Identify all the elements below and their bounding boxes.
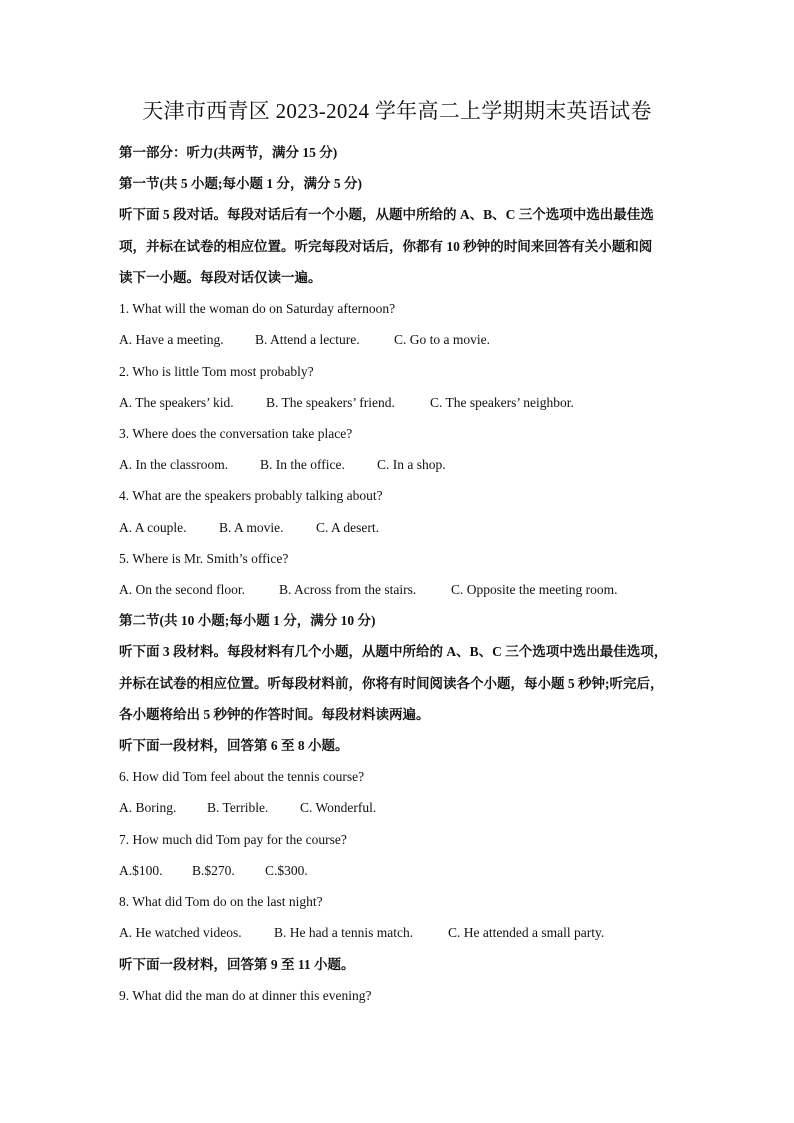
question-stem: 4. What are the speakers probably talking about?	[119, 488, 383, 503]
option-b: B. A movie.	[219, 520, 284, 535]
option-b: B. The speakers’ friend.	[266, 395, 395, 410]
section2-instruction-line: 听下面 3 段材料。每段材料有几个小题，从题中所给的 A、B、C 三个选项中选出最佳选项，	[119, 644, 668, 659]
option-a: A. Boring.	[119, 800, 177, 815]
question-stem: 8. What did Tom do on the last night?	[119, 894, 323, 909]
option-a: A. On the second floor.	[119, 582, 245, 597]
option-b: B. Across from the stairs.	[279, 582, 417, 597]
question-stem: 5. Where is Mr. Smith’s office?	[119, 551, 289, 566]
section2-instruction-line: 各小题将给出 5 秒钟的作答时间。每段材料读两遍。	[119, 707, 430, 722]
question-options	[119, 580, 617, 600]
option-a: A. Have a meeting.	[119, 332, 224, 347]
group-heading: 听下面一段材料，回答第 6 至 8 小题。	[119, 738, 349, 753]
section1-instruction-line: 读下一小题。每段对话仅读一遍。	[119, 270, 322, 285]
option-b: B. In the office.	[260, 457, 345, 472]
section1-heading: 第一节(共 5 小题;每小题 1 分，满分 5 分)	[119, 176, 362, 191]
option-a: A. A couple.	[119, 520, 187, 535]
question-options	[119, 330, 490, 350]
question-options	[119, 393, 574, 413]
option-a: A. The speakers’ kid.	[119, 395, 234, 410]
question-options	[119, 923, 604, 943]
option-c: C. Opposite the meeting room.	[451, 582, 618, 597]
question-stem: 6. How did Tom feel about the tennis course?	[119, 769, 365, 784]
option-b: B. Terrible.	[207, 800, 269, 815]
option-c: C. Go to a movie.	[394, 332, 490, 347]
option-a: A. He watched videos.	[119, 925, 242, 940]
option-c: C.$300.	[265, 863, 308, 878]
option-a: A.$100.	[119, 863, 163, 878]
option-c: C. In a shop.	[377, 457, 446, 472]
question-stem: 9. What did the man do at dinner this evening?	[119, 988, 372, 1003]
question-options	[119, 518, 379, 538]
section1-instruction-line: 听下面 5 段对话。每段对话后有一个小题，从题中所给的 A、B、C 三个选项中选出最佳选	[119, 207, 654, 222]
question-stem: 2. Who is little Tom most probably?	[119, 364, 314, 379]
option-c: C. Wonderful.	[300, 800, 377, 815]
part1-heading: 第一部分：听力(共两节，满分 15 分)	[119, 145, 338, 160]
section2-heading: 第二节(共 10 小题;每小题 1 分，满分 10 分)	[119, 613, 376, 628]
question-options	[119, 861, 308, 881]
question-stem: 3. Where does the conversation take place?	[119, 426, 353, 441]
question-options	[119, 798, 376, 818]
option-c: C. The speakers’ neighbor.	[430, 395, 574, 410]
section1-instruction-line: 项，并标在试卷的相应位置。听完每段对话后，你都有 10 秒钟的时间来回答有关小题和阅	[119, 239, 653, 254]
question-stem: 7. How much did Tom pay for the course?	[119, 832, 347, 847]
page-title: 天津市西青区 2023-2024 学年高二上学期期末英语试卷	[142, 99, 652, 123]
option-a: A. In the classroom.	[119, 457, 229, 472]
group-heading: 听下面一段材料，回答第 9 至 11 小题。	[119, 957, 355, 972]
question-stem: 1. What will the woman do on Saturday afternoon?	[119, 301, 396, 316]
option-c: C. He attended a small party.	[448, 925, 605, 940]
option-b: B. He had a tennis match.	[274, 925, 414, 940]
option-b: B.$270.	[192, 863, 235, 878]
question-options	[119, 455, 446, 475]
section2-instruction-line: 并标在试卷的相应位置。听每段材料前，你将有时间阅读各个小题，每小题 5 秒钟;听完后，	[119, 676, 664, 691]
option-b: B. Attend a lecture.	[255, 332, 360, 347]
option-c: C. A desert.	[316, 520, 379, 535]
